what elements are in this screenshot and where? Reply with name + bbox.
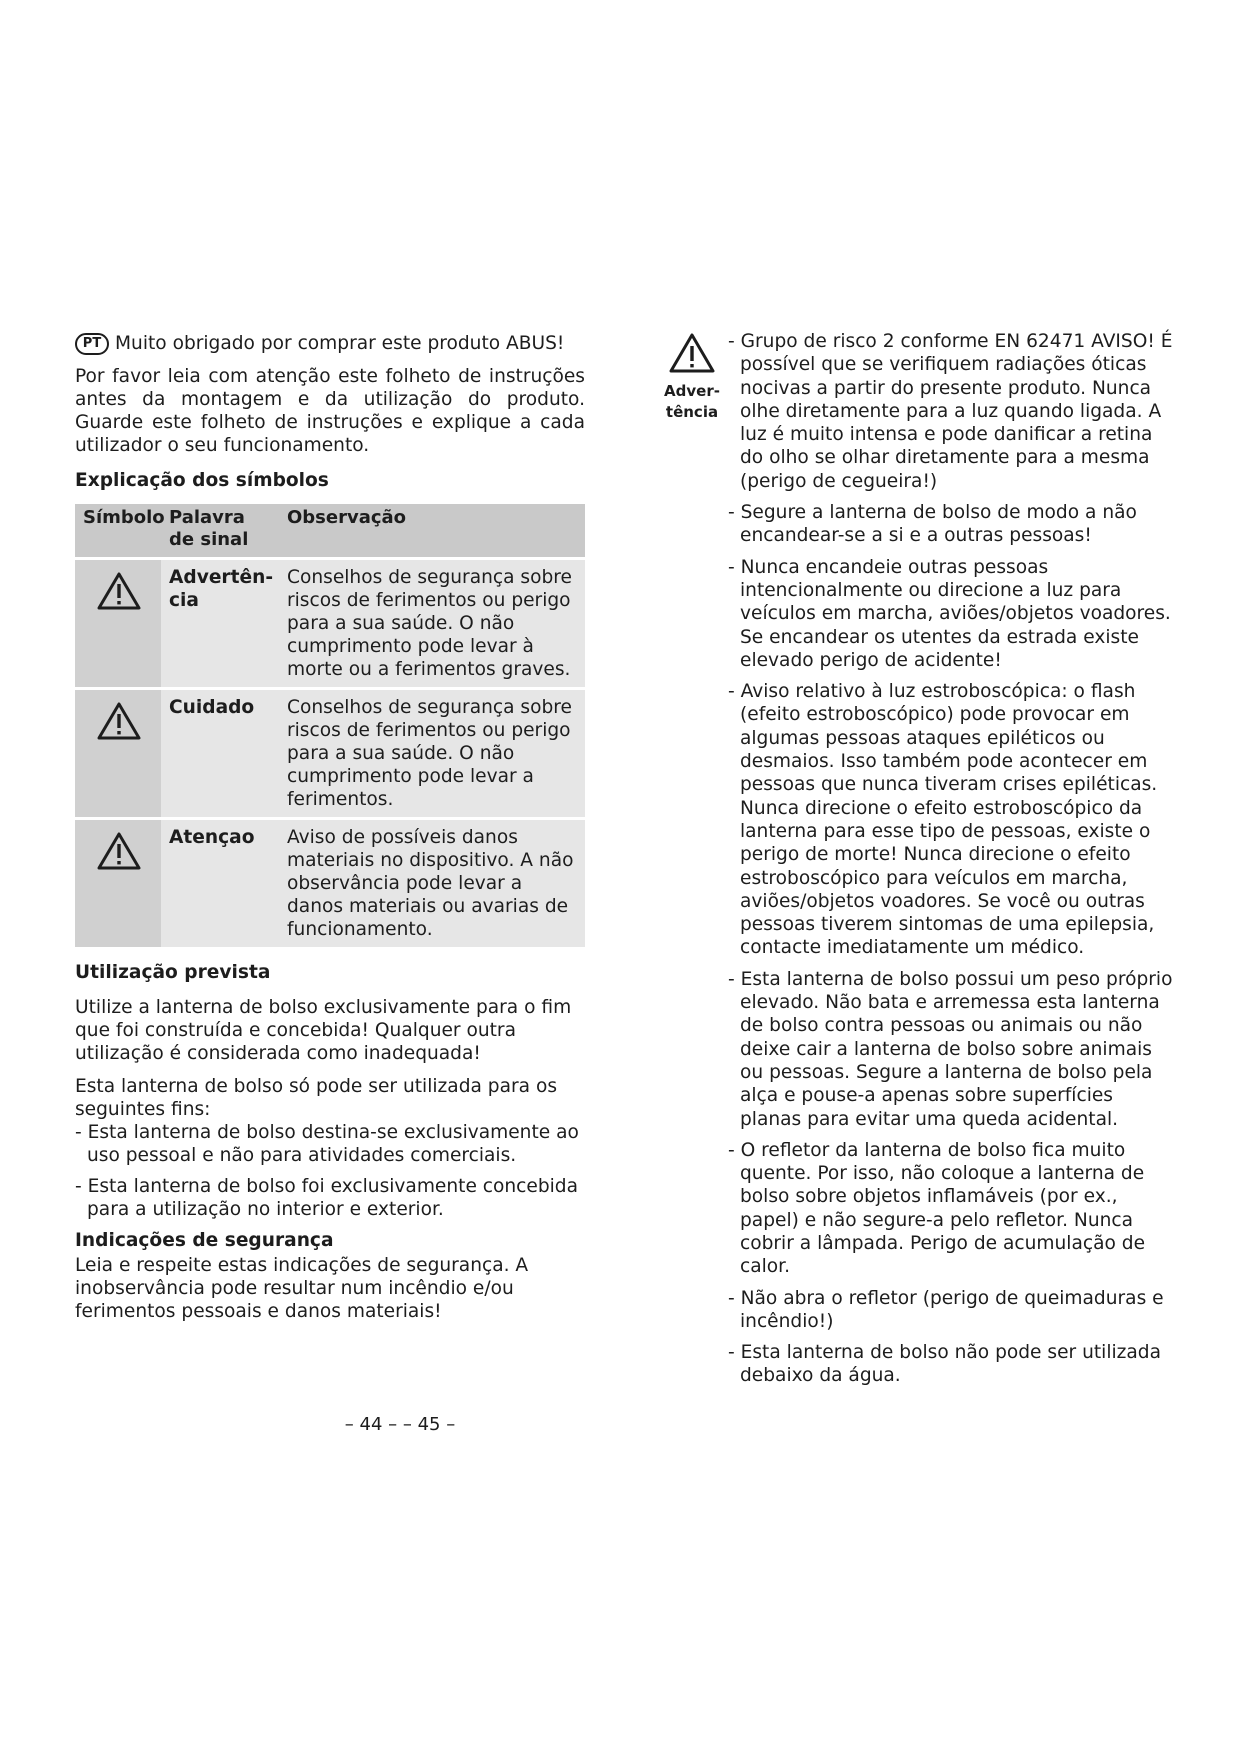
table-row [75,819,585,948]
language-badge: PT [75,333,109,355]
warning-triangle-icon [97,702,141,740]
safety-heading: Indicações de segurança [75,1230,334,1251]
list-item: - Esta lanterna de bolso foi exclusivamente concebida para a utilização no interior e exterior. [75,1176,579,1220]
table-row [75,559,585,689]
list-item: - Nunca encandeie outras pessoas intencionalmente ou direcione a luz para veículos em marcha, aviões/objetos voadores. Se encandear os utentes da estrada existe elevado perigo de acidente! [728,556,1171,671]
warning-triangle-icon [669,333,715,373]
safety-paragraph: Leia e respeite estas indicações de segurança. A inobservância pode resultar num incêndio e/ou ferimentos pessoais e danos materiais! [75,1255,529,1322]
intended-use-heading: Utilização prevista [75,962,271,983]
observation-text: Conselhos de segurança sobre riscos de ferimentos ou perigo para a sua saúde. O não cumprimento pode levar a ferimentos. [279,689,585,819]
header-symbol: Símbolo [75,504,161,559]
list-item: - Esta lanterna de bolso possui um peso próprio elevado. Não bata e arremessa esta lanterna de bolso contra pessoas ou animais ou não deixe cair a lanterna de bolso sobre animais ou pessoas. Segure a lanterna de bolso pela alça e pouse-a apenas sobre superfícies planas para evitar uma queda acidental. [728,968,1173,1130]
signal-word: Advertên-cia [161,559,279,689]
warning-triangle-icon [97,572,141,610]
table-row [75,689,585,819]
intro-paragraph: Por favor leia com atenção este folheto de instruções antes da montagem e da utilização do produto. Guarde este folheto de instruções e explique a cada utilizador o seu funcionamento. [75,366,585,456]
list-item: - Não abra o refletor (perigo de queimaduras e incêndio!) [728,1287,1164,1332]
observation-text: Conselhos de segurança sobre riscos de ferimentos ou perigo para a sua saúde. O não cumprimento pode levar à morte ou a ferimentos graves. [279,559,585,689]
list-item: - Grupo de risco 2 conforme EN 62471 AVISO! É possível que se verifiquem radiações óticas nocivas a partir do presente produto. Nunca olhe diretamente para a luz quando ligada. A luz é muito intensa e pode danificar a retina do olho se olhar diretamente para a mesma (perigo de cegueira!) [728,331,1173,492]
list-item: - Segure a lanterna de bolso de modo a não encandear-se a si e a outras pessoas! [728,502,1137,547]
symbols-heading: Explicação dos símbolos [75,470,329,491]
symbols-table [75,504,585,947]
list-item: - Esta lanterna de bolso destina-se exclusivamente ao uso pessoal e não para atividades comerciais. [75,1122,579,1166]
list-item: - Aviso relativo à luz estroboscópica: o flash (efeito estroboscópico) pode provocar em algumas pessoas ataques epiléticos ou desmaios. Isso também pode acontecer em pessoas que nunca tiveram crises epiléticas. Nunca direcione o efeito estroboscópico da lanterna para esse tipo de pessoas, existe o perigo de morte! Nunca direcione o efeito estroboscópico para veículos em marcha, aviões/objetos voadores. Se você ou outras pessoas tiverem sintomas de uma epilepsia, contacte imediatamente um médico. [728,681,1158,959]
right-column [728,330,1178,1396]
left-column [75,332,585,1323]
intended-use-paragraph: Utilize a lanterna de bolso exclusivamente para o fim que foi construída e concebida! Qualquer outra utilização é considerada como inadequada! [75,997,572,1064]
symbols-table-header [75,504,585,559]
list-item: - Esta lanterna de bolso não pode ser utilizada debaixo da água. [728,1342,1162,1387]
header-signal-word: Palavra de sinal [161,504,279,559]
intended-use-purposes: Esta lanterna de bolso só pode ser utilizada para os seguintes fins: [75,1076,558,1120]
observation-text: Aviso de possíveis danos materiais no dispositivo. A não observância pode levar a danos materiais ou avarias de funcionamento. [279,819,585,948]
intro-line [75,332,585,355]
page-numbers: – 44 – – 45 – [344,1414,456,1435]
thanks-text: Muito obrigado por comprar este produto ABUS! [115,333,565,354]
signal-word: Atençao [161,819,279,948]
side-warning-label: Adver-tência [664,382,720,421]
side-warning [662,333,722,423]
header-observation: Observação [279,504,585,559]
list-item: - O refletor da lanterna de bolso fica muito quente. Por isso, não coloque a lanterna de bolso sobre objetos inflamáveis (por ex., papel) e não segure-a pelo refletor. Nunca cobrir a lâmpada. Perigo de acumulação de calor. [728,1139,1146,1278]
warning-triangle-icon [97,832,141,870]
signal-word: Cuidado [161,689,279,819]
